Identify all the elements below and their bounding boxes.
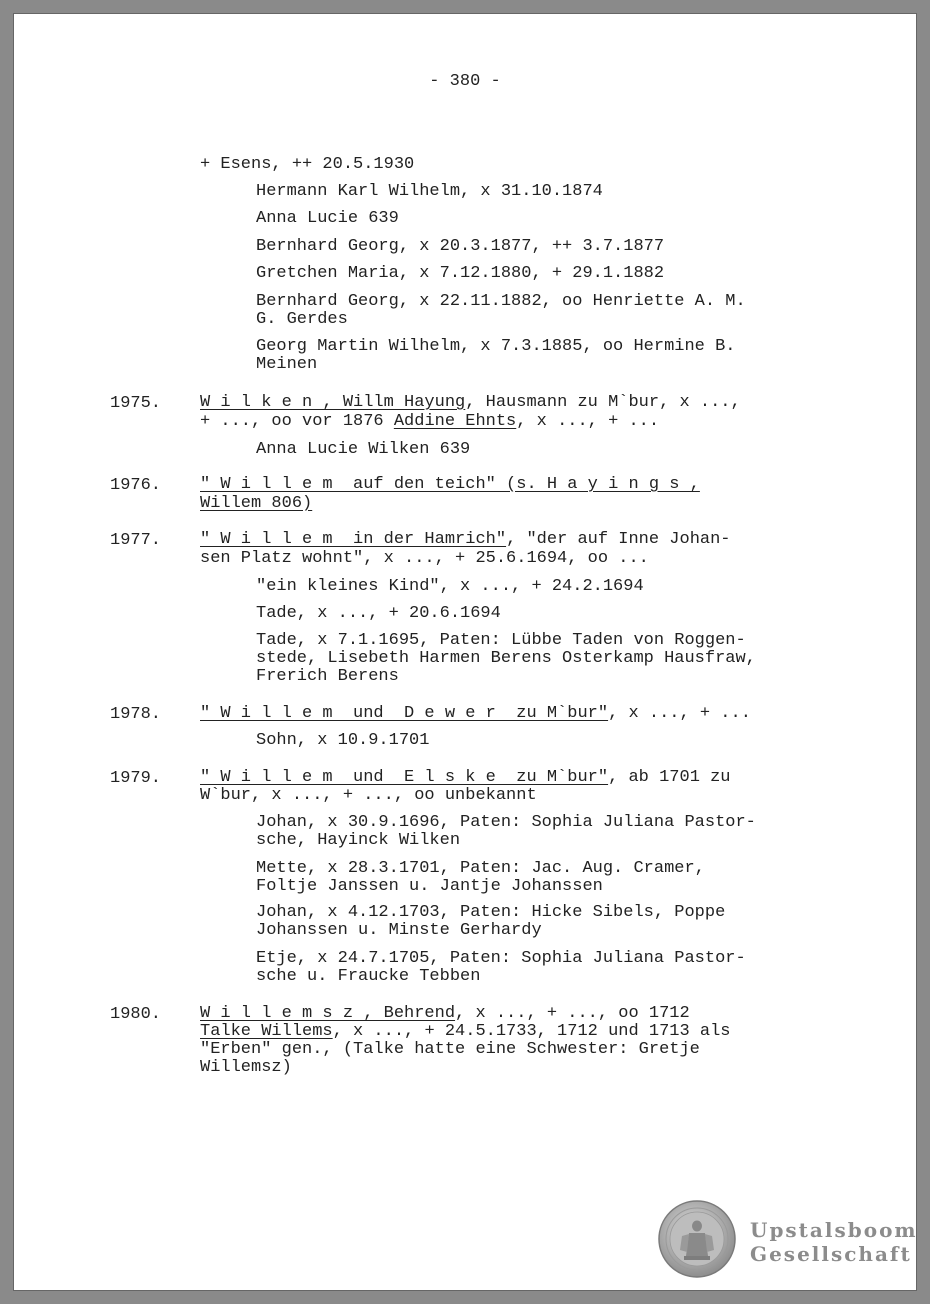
entry-name: " W i l l e m und E l s k e zu M`bur"	[200, 768, 609, 787]
document-page	[14, 14, 916, 1290]
child-entry: Anna Lucie Wilken 639	[256, 440, 471, 459]
entry-heading: W i l l e m s z , Behrend, x ..., + ..., oo 1712	[200, 1004, 690, 1023]
child-entry: "ein kleines Kind", x ..., + 24.2.1694	[256, 577, 644, 596]
child-entry: Johan, x 4.12.1703, Paten: Hicke Sibels, Poppe Johanssen u. Minste Gerhardy	[256, 903, 726, 940]
child-entry: Gretchen Maria, x 7.12.1880, + 29.1.1882	[256, 264, 665, 283]
entry-line: Willem 806)	[200, 494, 313, 513]
entry-line: Talke Willems, x ..., + 24.5.1733, 1712 und 1713 als	[200, 1022, 731, 1041]
entry-heading: " W i l l e m und E l s k e zu M`bur", ab 1701 zu	[200, 768, 731, 787]
entry-line: W`bur, x ..., + ..., oo unbekannt	[200, 786, 537, 805]
child-entry: Bernhard Georg, x 20.3.1877, ++ 3.7.1877	[256, 237, 665, 256]
entry-heading: " W i l l e m und D e w e r zu M`bur", x ..., + ...	[200, 704, 751, 723]
entry-heading: " W i l l e m auf den teich" (s. H a y i n g s ,	[200, 475, 700, 494]
entry-line: + ..., oo vor 1876 Addine Ehnts, x ..., + ...	[200, 412, 660, 431]
entry-heading: " W i l l e m in der Hamrich", "der auf Inne Johan-	[200, 530, 731, 549]
intro-line: + Esens, ++ 20.5.1930	[200, 155, 415, 174]
child-entry: Hermann Karl Wilhelm, x 31.10.1874	[256, 182, 603, 201]
entry-number: 1980.	[110, 1005, 162, 1024]
child-entry: Tade, x 7.1.1695, Paten: Lübbe Taden von Roggen- stede, Lisebeth Harmen Berens Osterkamp Hausfraw, Frerich Berens	[256, 631, 756, 686]
child-entry: Sohn, x 10.9.1701	[256, 731, 430, 750]
entry-line: sen Platz wohnt", x ..., + 25.6.1694, oo ...	[200, 549, 649, 568]
entry-name: W i l l e m s z , Behrend	[200, 1004, 456, 1023]
entry-number: 1978.	[110, 705, 162, 724]
entry-number: 1977.	[110, 531, 162, 550]
brand-name-line1: Upstalsboom	[750, 1218, 918, 1242]
entry-number: 1975.	[110, 394, 162, 413]
child-entry: Tade, x ..., + 20.6.1694	[256, 604, 501, 623]
entry-line: "Erben" gen., (Talke hatte eine Schwester: Gretje Willemsz)	[200, 1040, 700, 1077]
entry-name: " W i l l e m in der Hamrich"	[200, 530, 507, 549]
entry-number: 1976.	[110, 476, 162, 495]
page-number: - 380 -	[429, 72, 501, 91]
child-entry: Bernhard Georg, x 22.11.1882, oo Henriette A. M. G. Gerdes	[256, 292, 746, 329]
entry-name: W i l k e n , Willm Hayung	[200, 393, 466, 412]
seal-icon	[658, 1200, 736, 1278]
entry-name: " W i l l e m und D e w e r zu M`bur"	[200, 704, 609, 723]
child-entry: Mette, x 28.3.1701, Paten: Jac. Aug. Cramer, Foltje Janssen u. Jantje Johanssen	[256, 859, 705, 896]
child-entry: Anna Lucie 639	[256, 209, 399, 228]
entry-heading: W i l k e n , Willm Hayung, Hausmann zu M`bur, x ...,	[200, 393, 741, 412]
child-entry: Georg Martin Wilhelm, x 7.3.1885, oo Hermine B. Meinen	[256, 337, 736, 374]
child-entry: Johan, x 30.9.1696, Paten: Sophia Juliana Pastor- sche, Hayinck Wilken	[256, 813, 756, 850]
spouse-name: Talke Willems	[200, 1022, 333, 1041]
spouse-name: Addine Ehnts	[393, 412, 517, 431]
brand-name-line2: Gesellschaft	[750, 1242, 912, 1266]
entry-number: 1979.	[110, 769, 162, 788]
child-entry: Etje, x 24.7.1705, Paten: Sophia Juliana Pastor- sche u. Fraucke Tebben	[256, 949, 746, 986]
